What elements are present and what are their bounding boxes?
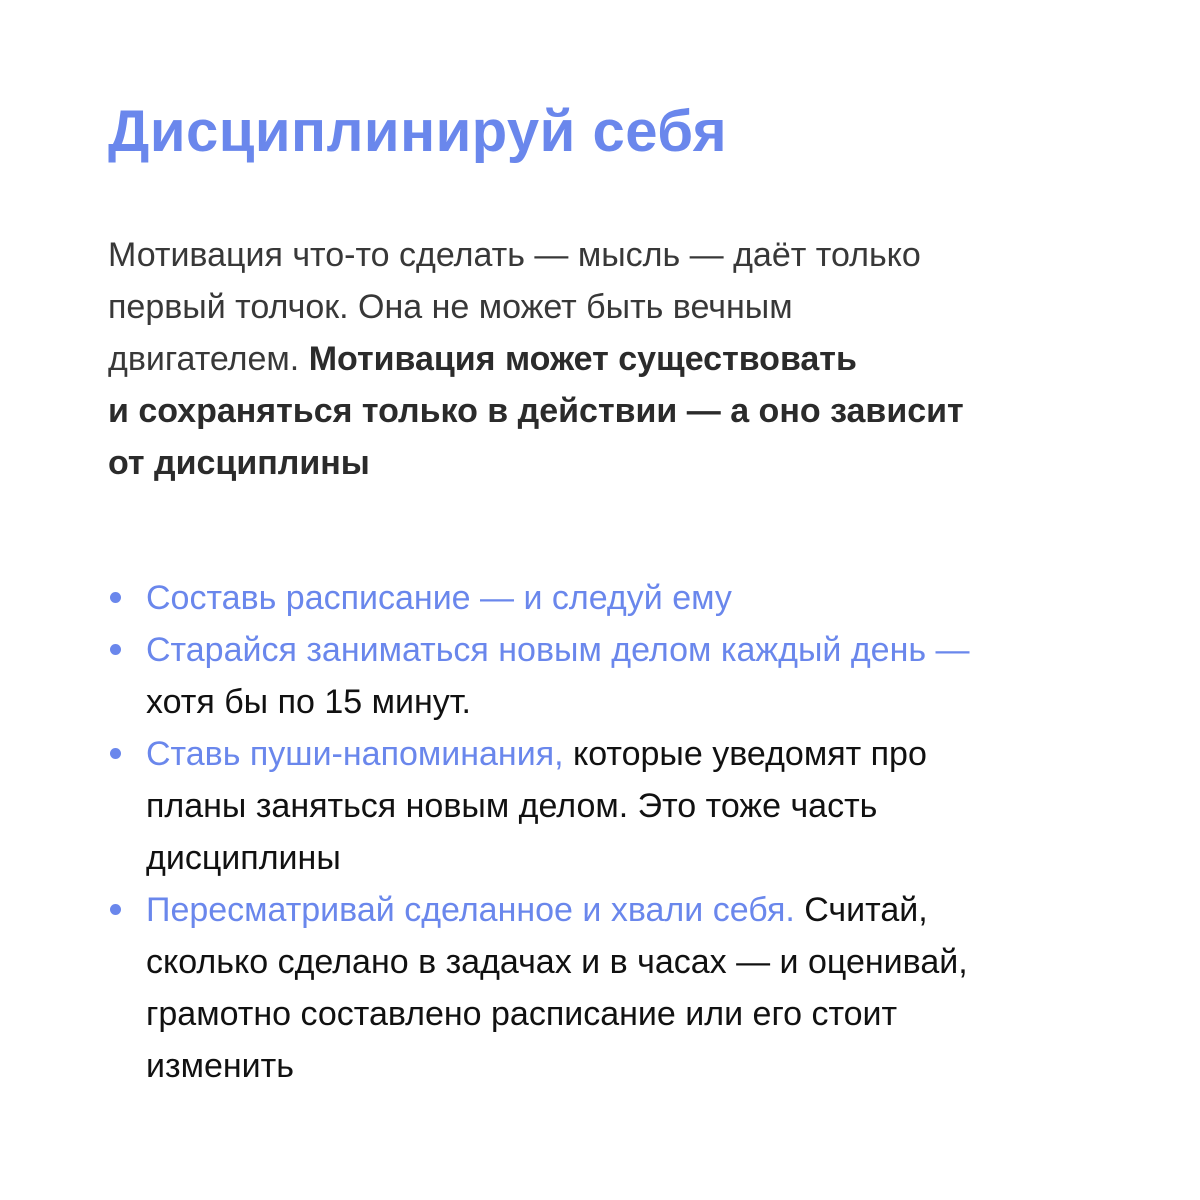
list-item: [108, 728, 1108, 884]
list-item-text: грамотно составлено расписание или его стоит: [146, 995, 898, 1033]
list-item-text: дисциплины: [146, 839, 341, 877]
list-item-text: Считай,: [794, 891, 928, 929]
list-item-text: хотя бы по 15 минут.: [146, 683, 471, 721]
list-item-highlight: Пересматривай сделанное и хвали себя.: [146, 891, 795, 929]
intro-text: двигателем.: [108, 340, 309, 378]
list-item: [108, 624, 1108, 728]
list-item-highlight: Составь расписание — и следуй ему: [146, 579, 732, 617]
list-item-line: [146, 884, 1108, 936]
intro-emphasis: Мотивация может существовать: [308, 340, 857, 378]
intro-line: [108, 333, 1108, 385]
list-item: [108, 572, 1108, 624]
intro-paragraph: [108, 229, 1108, 489]
list-item-text: которые уведомят про: [563, 735, 927, 773]
list-item-highlight: Старайся заниматься новым делом каждый день —: [146, 631, 970, 669]
bullet-dot-icon: [110, 748, 121, 759]
bullet-dot-icon: [110, 904, 121, 915]
bullet-dot-icon: [110, 644, 121, 655]
list-item-line: [146, 728, 1108, 780]
page-title: Дисциплинируй себя: [108, 99, 728, 164]
intro-line: Мотивация что-то сделать — мысль — даёт только: [108, 236, 921, 274]
intro-emphasis: и сохраняться только в действии — а оно зависит: [108, 392, 964, 430]
bullet-dot-icon: [110, 592, 121, 603]
list-item-text: планы заняться новым делом. Это тоже часть: [146, 787, 878, 825]
tips-list: [108, 572, 1108, 1092]
intro-emphasis: от дисциплины: [108, 444, 370, 482]
intro-line: первый толчок. Она не может быть вечным: [108, 288, 793, 326]
list-item: [108, 884, 1108, 1092]
list-item-highlight: Ставь пуши-напоминания,: [146, 735, 564, 773]
list-item-text: сколько сделано в задачах и в часах — и оценивай,: [146, 943, 968, 981]
list-item-text: изменить: [146, 1047, 294, 1085]
